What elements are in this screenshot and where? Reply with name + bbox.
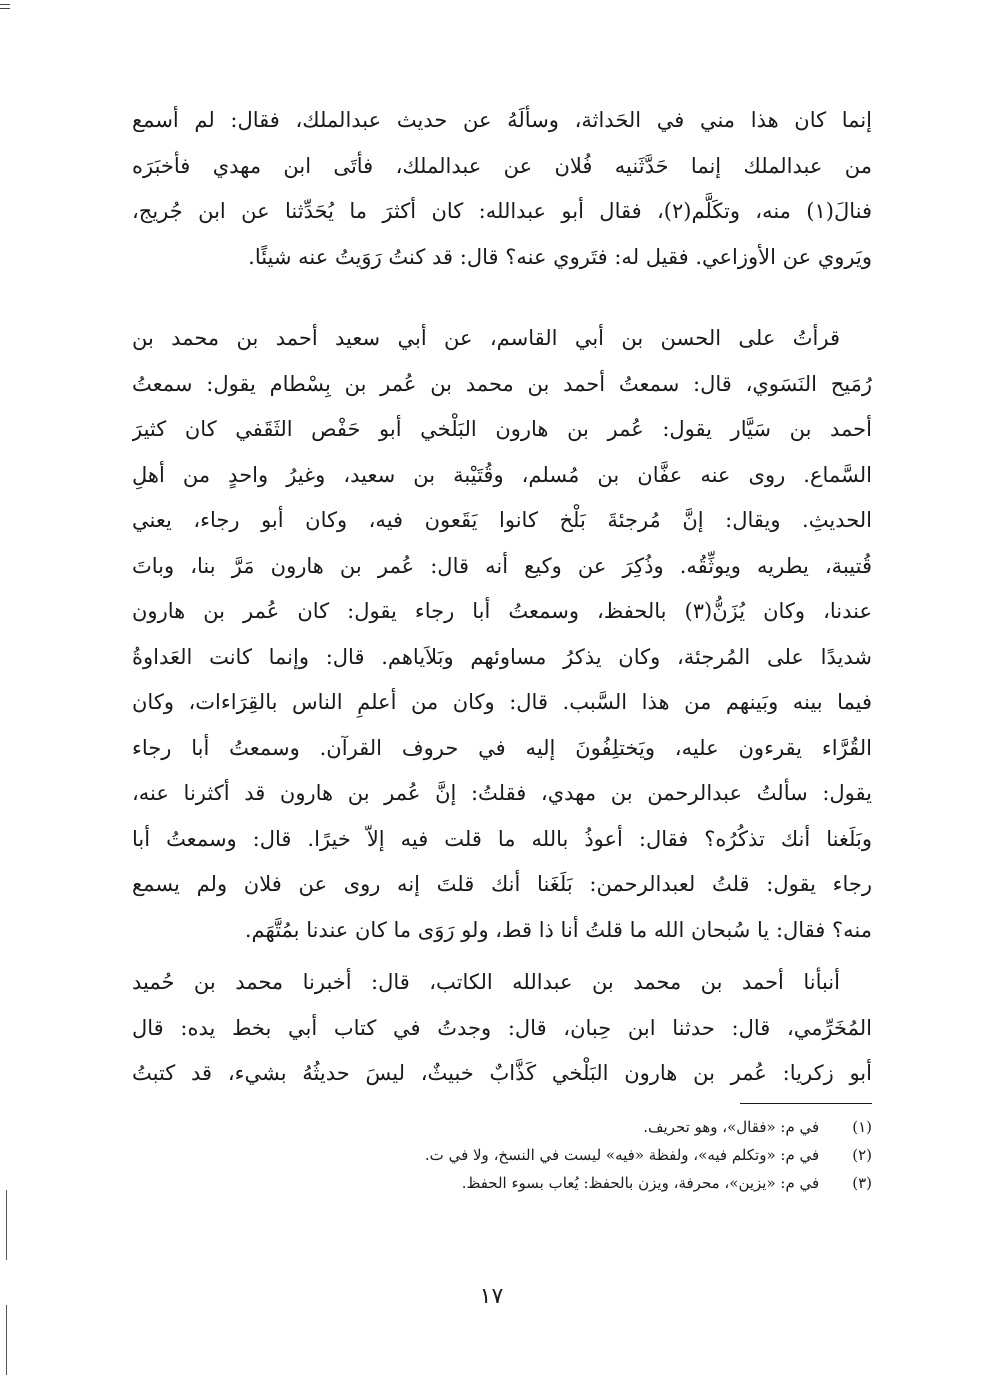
footnote-text: في م: «فقال»، وهو تحريف. bbox=[643, 1118, 820, 1136]
text-line: أنبأنا أحمد بن محمد بن عبدالله الكاتب، قال: أخبرنا محمد بن حُميد bbox=[132, 970, 840, 994]
text-line: منه؟ فقال: يا سُبحان الله ما قلتُ أنا ذا قط، ولو رَوَى ما كان عندنا بمُتَّهَم. bbox=[244, 917, 872, 942]
footnote-text: في م: «وتكلم فيه»، ولفظة «فيه» ليست في النسخ، ولا في ت. bbox=[424, 1146, 820, 1164]
paragraph-3 bbox=[132, 960, 872, 1097]
text-line: القُرَّاء يقرءون عليه، ويَختلِفُونَ إليه في حروف القرآن. وسمعتُ أبا رجاء bbox=[132, 735, 872, 760]
text-line: قُتيبة، يطريه ويوثِّقُه. وذُكِرَ عن وكيع أنه قال: عُمر بن هارون مَرَّ بنا، وباتَ bbox=[132, 553, 872, 578]
text-line: إنما كان هذا مني في الحَداثة، وسألَهُ عن حديث عبدالملك، فقال: لم أسمع bbox=[132, 108, 872, 132]
footnote-text: في م: «يزين»، محرفة، ويزن بالحفظ: يُعاب بسوء الحفظ. bbox=[461, 1174, 820, 1192]
footnote-number: (٣) bbox=[852, 1174, 872, 1192]
scan-edge-line bbox=[6, 1305, 7, 1375]
text-line: رجاء يقول: قلتُ لعبدالرحمن: بَلَغَنا أنك قلتَ إنه روى عن فلان ولم يسمع bbox=[132, 872, 872, 896]
text-line: من عبدالملك إنما حَدَّثَنيه فُلان عن عبدالملك، فأتَى ابن مهدي فأخبَرَه bbox=[132, 153, 872, 178]
scan-edge-mark bbox=[0, 4, 10, 9]
footnote bbox=[300, 1141, 872, 1169]
footnote-number: (٢) bbox=[852, 1146, 872, 1164]
scan-edge-line bbox=[6, 1190, 7, 1260]
text-line: وبَلَغنا أنك تذكُرُه؟ فقال: أعوذُ بالله ما قلت فيه إلاّ خيرًا. قال: وسمعتُ أبا bbox=[132, 826, 872, 851]
text-line: فنالَ(١) منه، وتكَلَّم(٢)، فقال أبو عبدالله: كان أكثرَ ما يُحَدِّثنا عن ابن جُريج، bbox=[132, 199, 872, 223]
footnote bbox=[300, 1169, 872, 1197]
footnote bbox=[300, 1113, 872, 1141]
text-line: أبو زكريا: عُمر بن هارون البَلْخي كَذَّابٌ خبيثٌ، ليسَ حديثُهُ بشيء، قد كتبتُ bbox=[132, 1061, 872, 1085]
text-line: المُخَرِّمي، قال: حدثنا ابن حِبان، قال: وجدتُ في كتاب أبي بخط يده: قال bbox=[132, 1015, 872, 1040]
text-line: السَّماع. روى عنه عفَّان بن مُسلم، وقُتَيْبة بن سعيد، وغيرُ واحدٍ من أهلِ bbox=[132, 462, 872, 487]
page-number: ١٧ bbox=[479, 1284, 504, 1309]
text-line: قرأتُ على الحسن بن أبي القاسم، عن أبي سعيد أحمد بن محمد بن bbox=[132, 326, 840, 350]
text-line: الحديثِ. ويقال: إنَّ مُرجئةَ بَلْخ كانوا يَقَعون فيه، وكان أبو رجاء، يعني bbox=[132, 508, 872, 532]
text-line: ويَروي عن الأوزاعي. فقيل له: فتَروي عنه؟ قال: قد كنتُ رَوَيتُ عنه شيئًا. bbox=[248, 244, 872, 269]
text-line: عندنا، وكان يُزَنُّ(٣) بالحفظ، وسمعتُ أبا رجاء يقول: كان عُمر بن هارون bbox=[132, 599, 872, 623]
footnote-number: (١) bbox=[852, 1118, 872, 1136]
text-line: يقول: سألتُ عبدالرحمن بن مهدي، فقلتُ: إنَّ عُمر بن هارون قد أكثرنا عنه، bbox=[132, 781, 872, 805]
footnotes bbox=[300, 1113, 872, 1197]
text-line: شديدًا على المُرجئة، وكان يذكرُ مساوئهم وبَلاَياهم. قال: وإنما كانت العَداوةُ bbox=[132, 644, 872, 669]
paragraph-2 bbox=[132, 316, 872, 953]
text-line: فيما بينه وبَينهم من هذا السَّبب. قال: وكان من أعلمِ الناس بالقِرَاءات، وكان bbox=[132, 690, 872, 714]
text-line: رُمَيح النَسَوي، قال: سمعتُ أحمد بن محمد بن عُمر بن بِسْطام يقول: سمعتُ bbox=[132, 371, 872, 396]
footnote-divider bbox=[740, 1103, 872, 1104]
text-line: أحمد بن سَيَّار يقول: عُمر بن هارون البَلْخي أبو حَفْص الثَقَفي كان كثيرَ bbox=[132, 417, 872, 441]
paragraph-1 bbox=[132, 98, 872, 280]
